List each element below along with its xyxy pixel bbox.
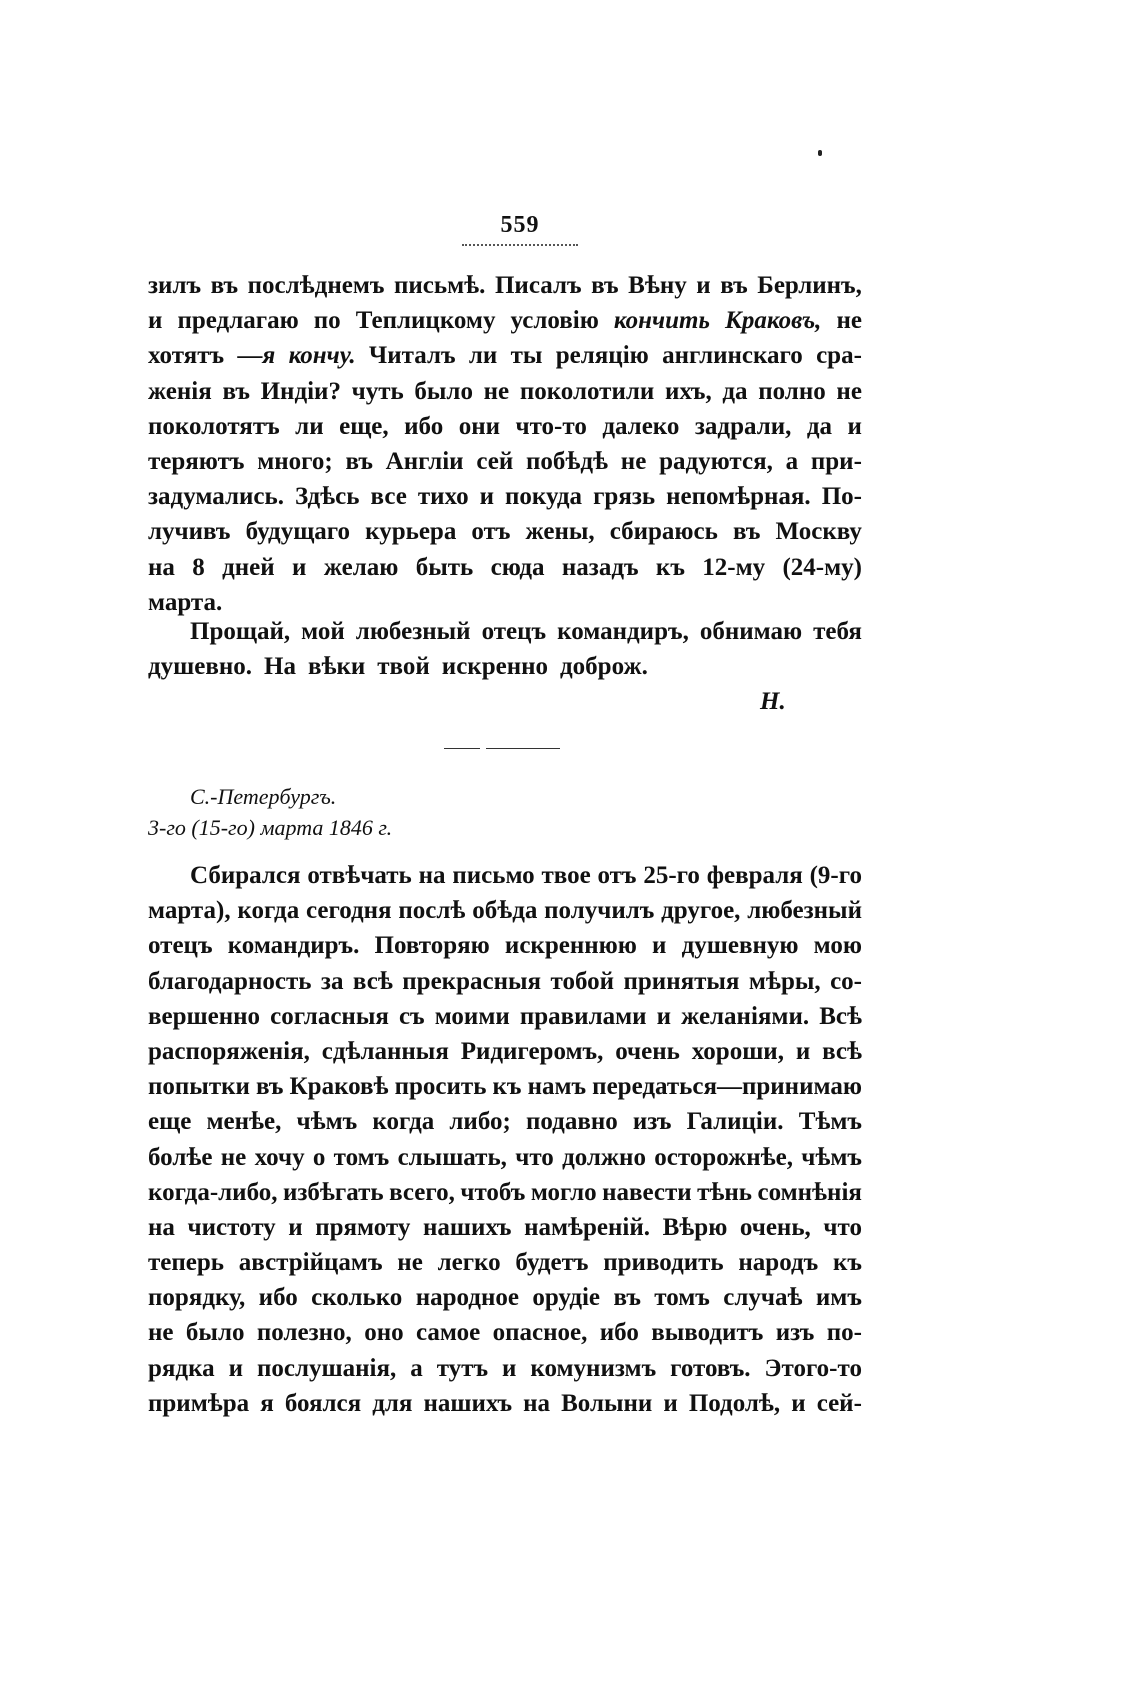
word: дней <box>222 553 275 581</box>
text-line <box>148 1073 862 1108</box>
word: нашихъ <box>422 1213 512 1241</box>
word: задумались. <box>148 483 284 511</box>
word: не <box>148 1319 174 1347</box>
text-line <box>148 1284 862 1319</box>
word: теперь <box>148 1249 225 1277</box>
word: согласныя <box>270 1002 389 1030</box>
word: и <box>847 412 862 440</box>
word: по- <box>826 1319 862 1347</box>
word: и <box>288 1213 303 1241</box>
word: менѣе, <box>206 1108 282 1136</box>
word: всѣ <box>352 967 393 995</box>
word: ты <box>510 342 543 370</box>
word: для <box>372 1389 413 1417</box>
word: душевно. <box>148 653 253 681</box>
word: жены, <box>525 518 595 546</box>
word: покуда <box>505 483 583 511</box>
word: обнимаю <box>699 618 803 645</box>
word: кончу. <box>288 342 356 370</box>
word: не <box>836 377 862 405</box>
word: намѣреній. <box>524 1213 651 1241</box>
word: и <box>228 1354 243 1382</box>
word: предлагаю <box>177 307 299 335</box>
word: будетъ <box>515 1249 589 1277</box>
word: ибо <box>404 412 444 440</box>
word: вѣки <box>307 653 366 681</box>
word: я <box>260 1389 274 1417</box>
word: моими <box>434 1002 510 1030</box>
word: на <box>148 553 175 581</box>
word: Прощай, <box>190 618 291 645</box>
word: принятыя <box>623 967 740 995</box>
word: и <box>148 307 163 335</box>
word: тебя <box>813 618 862 645</box>
word: передаться—принимаю <box>592 1073 862 1101</box>
word: сей <box>476 447 514 475</box>
word: 12-му <box>702 553 766 581</box>
word: должно <box>562 1143 646 1171</box>
word: и <box>652 932 667 960</box>
word: въ <box>210 272 239 299</box>
section-separator-long <box>486 748 560 749</box>
text-line <box>148 968 862 1003</box>
word: порядку, <box>148 1284 246 1312</box>
word: что <box>823 1213 862 1241</box>
word: на <box>148 1213 175 1241</box>
word: отецъ <box>481 618 547 645</box>
word: задрали, <box>694 412 792 440</box>
word: мѣры, <box>748 967 821 995</box>
word: да <box>722 377 748 405</box>
word: условію <box>510 307 599 335</box>
text-line <box>148 448 862 483</box>
word: грязь <box>593 483 656 511</box>
word: на <box>523 1389 551 1417</box>
section-separator-short <box>444 748 480 749</box>
word: доброж. <box>560 653 648 681</box>
ink-speck <box>818 150 822 156</box>
text-line <box>148 897 862 932</box>
word: когда-либо, <box>148 1178 278 1206</box>
word: могло <box>530 1178 597 1206</box>
word: письмо <box>452 862 535 889</box>
word: случаѣ <box>723 1284 803 1312</box>
word: сра- <box>816 342 862 370</box>
word: Читалъ <box>368 342 456 370</box>
word: хочу <box>254 1143 305 1171</box>
word: 25-го <box>643 862 700 889</box>
word: далеко <box>602 412 680 440</box>
word: и <box>479 483 494 511</box>
word: Краковѣ <box>289 1073 389 1101</box>
word: мой <box>301 618 345 645</box>
word: послѣднемъ <box>247 272 385 299</box>
word: командиръ, <box>557 618 689 645</box>
word: Подолѣ, <box>688 1389 781 1417</box>
word: чистоту <box>187 1213 276 1241</box>
word: навести <box>602 1178 692 1206</box>
letter-body-paragraph <box>148 862 862 1425</box>
word: чуть <box>351 377 404 405</box>
word: сегодня <box>306 897 392 925</box>
letter-date: 3-го (15-го) марта 1846 г. <box>148 815 393 840</box>
word: Писалъ <box>494 272 582 299</box>
word: слышать, <box>397 1143 507 1171</box>
word: сомнѣнія <box>757 1178 862 1206</box>
word: и <box>292 553 307 581</box>
word: и <box>791 1389 806 1417</box>
word: Этого-то <box>764 1354 862 1382</box>
word: попытки <box>148 1073 250 1101</box>
word: Здѣсь <box>294 483 360 511</box>
word: либо; <box>449 1108 511 1136</box>
word: при- <box>810 447 862 475</box>
word: полезно, <box>256 1319 352 1347</box>
word: отъ <box>597 862 637 889</box>
word: душевную <box>681 932 799 960</box>
word: чтобъ <box>460 1178 526 1206</box>
word: подавно <box>525 1108 618 1136</box>
word: чѣмъ <box>801 1143 862 1171</box>
word: правилами <box>519 1002 647 1030</box>
word: Москву <box>775 518 862 546</box>
word: февраля <box>706 862 803 889</box>
word: въ <box>345 447 373 475</box>
word: англинскаго <box>662 342 803 370</box>
word: въ <box>591 272 619 299</box>
word: Теплицкому <box>355 307 496 335</box>
word: Повторяю <box>374 932 490 960</box>
word: готовъ. <box>670 1354 751 1382</box>
word: много; <box>257 447 333 475</box>
word: кончить <box>613 307 710 335</box>
word: тихо <box>417 483 469 511</box>
word: сколько <box>311 1284 403 1312</box>
text-line <box>148 483 862 518</box>
word: лучивъ <box>148 518 231 546</box>
word: за <box>320 967 344 995</box>
page-number: 559 <box>500 212 540 238</box>
word: рядка <box>148 1354 215 1382</box>
word: любезный <box>355 618 471 645</box>
word: по <box>313 307 341 335</box>
word: къ <box>492 1073 522 1101</box>
word: примѣра <box>148 1389 250 1417</box>
word: имъ <box>815 1284 862 1312</box>
word: они <box>458 412 501 440</box>
word: —я <box>237 342 276 370</box>
word: любезный <box>747 897 862 925</box>
word: ибо <box>258 1284 298 1312</box>
word: Всѣ <box>819 1002 862 1030</box>
text-line <box>148 518 862 553</box>
text-line <box>148 554 862 589</box>
word: томъ <box>333 1143 390 1171</box>
word: Вѣну <box>628 272 687 299</box>
text-line <box>148 378 862 413</box>
word: и <box>696 272 711 299</box>
text-line <box>148 1179 862 1214</box>
word: Вѣрю <box>662 1213 728 1241</box>
letter-closing-paragraph <box>148 618 862 688</box>
text-line <box>148 653 862 688</box>
word: Ридигеромъ, <box>460 1037 604 1065</box>
text-line <box>148 1144 862 1179</box>
word: назадъ <box>561 553 639 581</box>
word: съ <box>398 1002 425 1030</box>
word: самое <box>416 1319 481 1347</box>
word: Англіи <box>385 447 464 475</box>
word: когда <box>372 1108 435 1136</box>
word: и <box>656 1002 672 1030</box>
word: другое, <box>661 897 741 925</box>
word: и <box>663 1389 678 1417</box>
word: не <box>836 307 862 335</box>
word: Индіи? <box>260 377 341 405</box>
text-line <box>148 932 862 967</box>
word: а <box>785 447 799 475</box>
word: сдѣланныя <box>321 1037 449 1065</box>
word: будущаго <box>245 518 351 546</box>
word: искренно <box>441 653 549 681</box>
word: сюда <box>490 553 545 581</box>
word: было <box>185 1319 245 1347</box>
word: осторожнѣе, <box>654 1143 793 1171</box>
word: побѣдѣ <box>525 447 609 475</box>
text-line <box>148 342 862 377</box>
word: всѣ <box>822 1037 862 1065</box>
word: ибо <box>599 1319 639 1347</box>
word: послѣ <box>398 897 466 925</box>
word: ли <box>295 412 324 440</box>
word: оно <box>364 1319 404 1347</box>
word: радуются, <box>659 447 773 475</box>
word: просить <box>394 1073 487 1101</box>
word: Краковъ, <box>724 307 822 335</box>
word: На <box>264 653 296 681</box>
word: Галиціи. <box>686 1108 784 1136</box>
word: сбираюсь <box>609 518 718 546</box>
text-line <box>148 1355 862 1390</box>
word: на <box>418 862 446 889</box>
word: опасное, <box>492 1319 588 1347</box>
word: поколотятъ <box>148 412 280 440</box>
word: къ <box>655 553 685 581</box>
word: очень <box>615 1037 680 1065</box>
text-line <box>148 1038 862 1073</box>
word: очень, <box>739 1213 811 1241</box>
word: прекрасныя <box>402 967 542 995</box>
word: полно <box>758 377 826 405</box>
word: курьера <box>365 518 457 546</box>
word: а <box>410 1354 423 1382</box>
text-line <box>148 413 862 448</box>
word: австрійцамъ <box>238 1249 383 1277</box>
word: непомѣрная. <box>666 483 811 511</box>
word: По- <box>821 483 862 511</box>
word: было <box>414 377 473 405</box>
word: да <box>806 412 833 440</box>
word: ли <box>468 342 498 370</box>
word: чѣмъ <box>296 1108 358 1136</box>
word: теряютъ <box>148 447 245 475</box>
letter-place: С.-Петербургъ. <box>190 784 337 809</box>
word: командиръ. <box>227 932 360 960</box>
word: орудіе <box>532 1284 601 1312</box>
word: обѣда <box>472 897 538 925</box>
word: твой <box>377 653 430 681</box>
page-number-rule <box>462 244 578 246</box>
word: не <box>397 1249 423 1277</box>
text-line <box>148 1249 862 1284</box>
word: реляцію <box>555 342 649 370</box>
word: Берлинъ, <box>757 272 862 299</box>
word: 8 <box>192 553 205 581</box>
word: Волыни <box>561 1389 653 1417</box>
word: (9-го <box>809 862 862 889</box>
word: въ <box>256 1073 284 1101</box>
text-line <box>148 618 862 653</box>
word: послушанія, <box>256 1354 397 1382</box>
word: боялся <box>284 1389 362 1417</box>
word: о <box>312 1143 326 1171</box>
word: что-то <box>515 412 587 440</box>
signature: Н. <box>760 688 786 715</box>
word: тутъ <box>436 1354 489 1382</box>
word: въ <box>613 1284 641 1312</box>
text-line <box>148 1319 862 1354</box>
word: и <box>795 1037 811 1065</box>
word: зилъ <box>148 272 202 299</box>
word: все <box>370 483 407 511</box>
word: еще <box>148 1108 192 1136</box>
word: избѣгать <box>282 1178 384 1206</box>
word: получилъ <box>544 897 655 925</box>
word: прямоту <box>315 1213 411 1241</box>
word: вершенно <box>148 1002 261 1030</box>
word: твое <box>541 862 591 889</box>
word: быть <box>415 553 474 581</box>
word: отецъ <box>148 932 213 960</box>
word: благодарность <box>148 967 312 995</box>
word: изъ <box>632 1108 672 1136</box>
word: женія <box>148 377 212 405</box>
word: тѣнь <box>697 1178 753 1206</box>
word: намъ <box>527 1073 587 1101</box>
word: изъ <box>775 1319 815 1347</box>
word: выводитъ <box>651 1319 764 1347</box>
word: нашихъ <box>423 1389 513 1417</box>
word: марта. <box>148 588 223 616</box>
word: къ <box>832 1249 862 1277</box>
word: со- <box>830 967 862 995</box>
word: комунизмъ <box>530 1354 657 1382</box>
text-line <box>148 1390 862 1425</box>
word: не <box>483 377 510 405</box>
word: отъ <box>471 518 511 546</box>
word: марта), <box>148 897 231 925</box>
word: народъ <box>738 1249 819 1277</box>
word: приводить <box>603 1249 724 1277</box>
word: Сбирался <box>190 862 301 889</box>
word: письмѣ. <box>394 272 486 299</box>
word: легко <box>437 1249 501 1277</box>
word: въ <box>732 518 761 546</box>
word: народное <box>415 1284 519 1312</box>
word: мою <box>813 932 862 960</box>
word: Тѣмъ <box>798 1108 862 1136</box>
text-line <box>148 1003 862 1038</box>
word: хороши, <box>691 1037 784 1065</box>
word: тобой <box>550 967 615 995</box>
word: еще, <box>339 412 389 440</box>
word: хотятъ <box>148 342 225 370</box>
word: сей- <box>816 1389 862 1417</box>
word: отвѣчать <box>307 862 412 889</box>
word: желаніями. <box>681 1002 810 1030</box>
word: ихъ, <box>664 377 712 405</box>
text-line <box>148 1214 862 1249</box>
word: когда <box>237 897 300 925</box>
word: что <box>515 1143 554 1171</box>
word: болѣе <box>148 1143 213 1171</box>
word: въ <box>720 272 748 299</box>
word: искреннюю <box>504 932 637 960</box>
word: поколотили <box>519 377 655 405</box>
word: въ <box>222 377 250 405</box>
word: не <box>620 447 647 475</box>
text-line <box>148 1108 862 1143</box>
word: распоряженія, <box>148 1037 310 1065</box>
text-line <box>148 862 862 897</box>
word: желаю <box>323 553 399 581</box>
text-line <box>148 272 862 307</box>
word: томъ <box>654 1284 710 1312</box>
word: не <box>220 1143 247 1171</box>
word: (24-му) <box>782 553 862 581</box>
word: всего, <box>389 1178 455 1206</box>
text-line <box>148 307 862 342</box>
word: и <box>502 1354 517 1382</box>
letter-paragraph-continued <box>148 272 862 624</box>
